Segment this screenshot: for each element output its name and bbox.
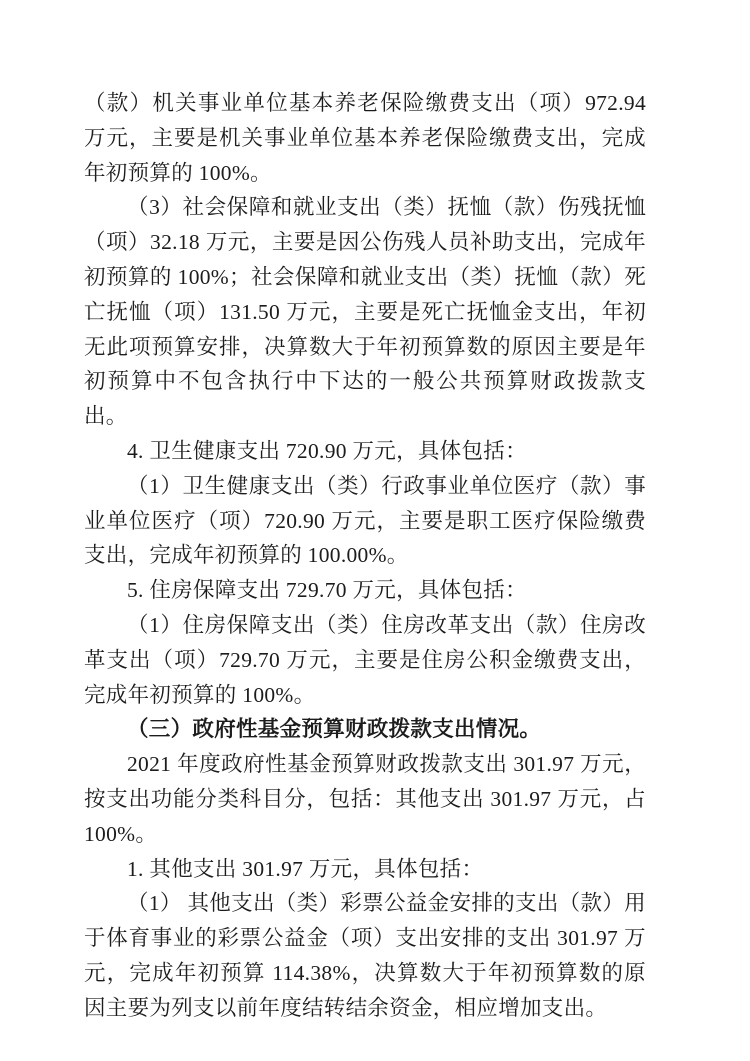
paragraph: 5. 住房保障支出 729.70 万元，具体包括：: [127, 578, 527, 603]
paragraph: 4. 卫生健康支出 720.90 万元，具体包括：: [127, 438, 527, 463]
document-text-block: [84, 86, 646, 1026]
paragraph: （1）卫生健康支出（类）行政事业单位医疗（款）事业单位医疗（项）720.90 万元，主要是职工医疗保险缴费支出，完成年初预算的 100.00%。: [84, 473, 646, 568]
paragraph: （3）社会保障和就业支出（类）抚恤（款）伤残抚恤（项）32.18 万元，主要是因公伤残人员补助支出，完成年初预算的 100%；社会保障和就业支出（类）抚恤（款）死亡抚恤（项）131.50 万元，主要是死亡抚恤金支出，年初无此项预算安排，决算数大于年初预算数的原因主要是年初预算中不包含执行中下达的一般公共预算财政拨款支出。: [84, 195, 646, 429]
paragraph: 2021 年度政府性基金预算财政拨款支出 301.97 万元，按支出功能分类科目分，包括：其他支出 301.97 万元，占 100%。: [84, 752, 646, 846]
paragraph: （1） 其他支出（类）彩票公益金安排的支出（款）用于体育事业的彩票公益金（项）支出安排的支出 301.97 万元，完成年初预算 114.38%，决算数大于年初预算数的原因主要为列支以前年度结转结余资金，相应增加支出。: [84, 891, 646, 1020]
paragraph: （款）机关事业单位基本养老保险缴费支出（项）972.94 万元，主要是机关事业单位基本养老保险缴费支出，完成年初预算的 100%。: [84, 91, 646, 185]
paragraph: （1）住房保障支出（类）住房改革支出（款）住房改革支出（项）729.70 万元，主要是住房公积金缴费支出，完成年初预算的 100%。: [84, 612, 646, 707]
paragraph: 1. 其他支出 301.97 万元，具体包括：: [127, 856, 484, 881]
section-heading: （三）政府性基金预算财政拨款支出情况。: [127, 717, 542, 742]
